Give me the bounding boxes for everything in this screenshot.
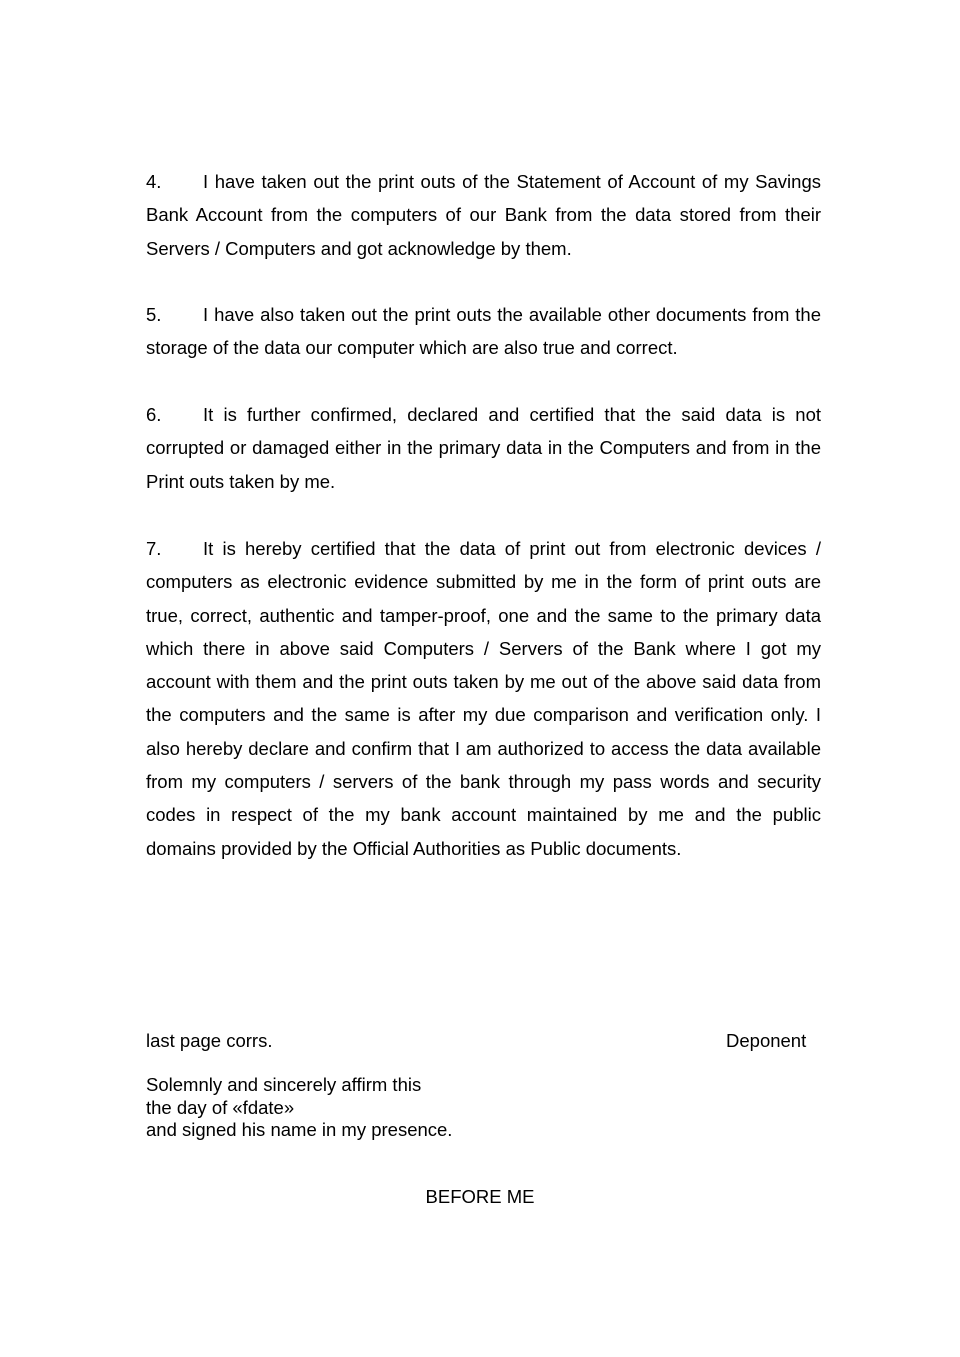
before-me-label: BEFORE ME (425, 1186, 535, 1207)
last-page-note: last page corrs. (146, 1030, 273, 1051)
paragraph-4 (146, 165, 821, 265)
affirmation-line: Solemnly and sincerely affirm this (146, 1074, 422, 1095)
paragraph-number: 6. (146, 404, 162, 425)
paragraph-6 (146, 398, 821, 498)
affirmation-line: and signed his name in my presence. (146, 1119, 453, 1140)
paragraph-text: It is hereby certified that the data of print out from electronic devices / computers as electronic evidence submitted by me in the form of print outs are true, correct, authentic and tamper-proof, one and the same to the primary data which there in above said Computers / Servers of the Bank where I got my account with them and the print outs taken by me out of the above said data from the computers and the same is after my due comparison and verification only. I also hereby declare and confirm that I am authorized to access the data available from my computers / servers of the bank through my pass words and security codes in respect of the my bank account maintained by me and the public domains provided by the Official Authorities as Public documents. (146, 538, 821, 859)
paragraph-number: 5. (146, 304, 162, 325)
paragraph-text: I have also taken out the print outs the available other documents from the storage of the data our computer which are also true and correct. (146, 304, 821, 359)
affirmation-line: the day of «fdate» (146, 1096, 295, 1118)
paragraph-text: I have taken out the print outs of the Statement of Account of my Savings Bank Account from the computers of our Bank from the data stored from their Servers / Computers and got acknowledge by them. (146, 171, 821, 259)
paragraph-number: 4. (146, 171, 162, 192)
paragraph-text: It is further confirmed, declared and certified that the said data is not corrupted or damaged either in the primary data in the Computers and from in the Print outs taken by me. (146, 404, 821, 492)
paragraph-7 (146, 532, 821, 865)
deponent-label: Deponent (726, 1030, 807, 1051)
affirmation-block (146, 1074, 452, 1142)
paragraph-5 (146, 298, 821, 365)
paragraph-number: 7. (146, 538, 162, 559)
